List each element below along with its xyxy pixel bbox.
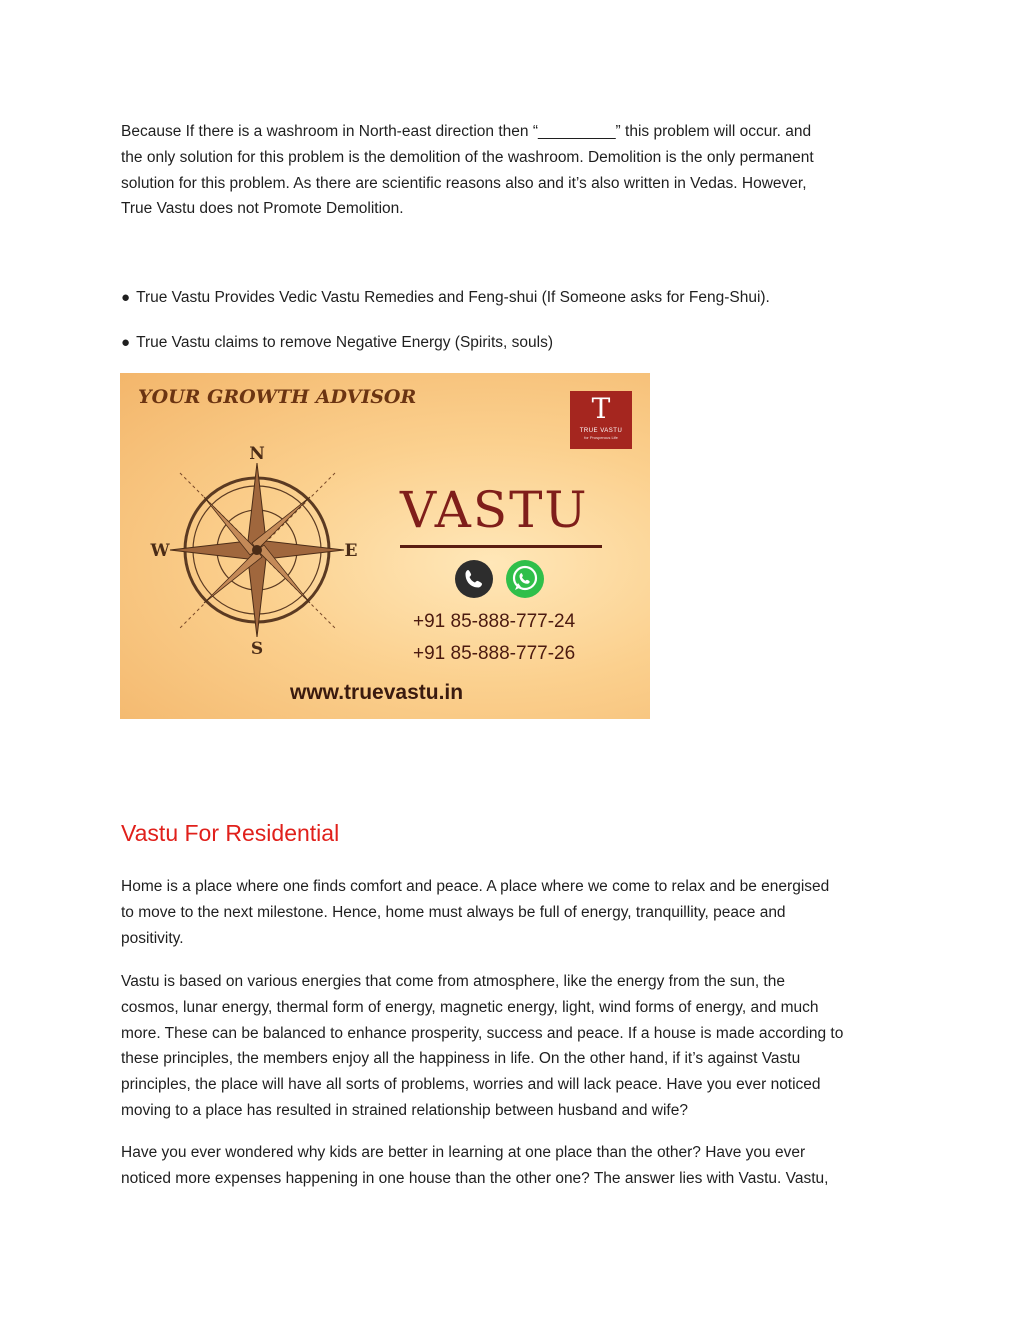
text-line: the only solution for this problem is the demolition of the washroom. Demolition is the only permanent <box>121 148 814 166</box>
banner-vastu-word: VASTU <box>400 481 589 539</box>
compass-west-label: W <box>150 541 170 561</box>
compass-north-label: N <box>249 444 265 464</box>
logo-mark: T <box>591 392 611 425</box>
text-line: cosmos, lunar energy, thermal form of energy, magnetic energy, light, wind forms of energy, and much <box>121 998 819 1016</box>
residential-paragraph-1 <box>121 874 901 951</box>
text-line: Home is a place where one finds comfort and peace. A place where we come to relax and be energised <box>121 878 830 895</box>
intro-paragraph <box>121 119 901 222</box>
compass-east-label: E <box>344 541 358 561</box>
residential-paragraph-2 <box>121 969 901 1124</box>
bullet-text: True Vastu claims to remove Negative Energy (Spirits, souls) <box>136 334 553 351</box>
logo-name: TRUE VASTU <box>579 428 623 434</box>
text-line: True Vastu does not Promote Demolition. <box>121 200 404 218</box>
text-line: principles, the place will have all sorts of problems, worries and will lack peace. Have you ever noticed <box>121 1076 821 1094</box>
text-line: solution for this problem. As there are scientific reasons also and it’s also written in Vedas. However, <box>121 174 807 192</box>
bullet-item <box>121 286 901 310</box>
text-line: Vastu is based on various energies that come from atmosphere, like the energy from the sun, the <box>121 973 785 990</box>
bullet-icon: ● <box>121 334 131 351</box>
section-heading: Vastu For Residential <box>121 820 340 846</box>
text-line: positivity. <box>121 929 184 947</box>
text-line: Because If there is a washroom in North-east direction then “_________” this problem will occur. and <box>121 123 812 140</box>
text-line: to move to the next milestone. Hence, home must always be full of energy, tranquillity, peace and <box>121 903 786 921</box>
bullet-text: True Vastu Provides Vedic Vastu Remedies and Feng-shui (If Someone asks for Feng-Shui). <box>136 289 770 306</box>
phone-icon <box>455 560 493 598</box>
text-line: moving to a place has resulted in strained relationship between husband and wife? <box>121 1101 688 1119</box>
phone-number-2: +91 85-888-777-26 <box>413 643 576 664</box>
true-vastu-logo <box>570 391 632 449</box>
website-url: www.truevastu.in <box>290 681 464 704</box>
phone-number-1: +91 85-888-777-24 <box>413 611 576 632</box>
banner-divider <box>400 545 602 548</box>
text-line: noticed more expenses happening in one house than the other one? The answer lies with Vastu. Vastu, <box>121 1169 829 1187</box>
bullet-icon: ● <box>121 289 131 306</box>
banner-tagline: YOUR GROWTH ADVISOR <box>138 386 417 408</box>
bullet-item <box>121 331 901 355</box>
text-line: Have you ever wondered why kids are better in learning at one place than the other? Have you ever <box>121 1144 806 1161</box>
compass-south-label: S <box>250 639 264 658</box>
whatsapp-icon <box>506 560 544 598</box>
text-line: more. These can be balanced to enhance prosperity, success and peace. If a house is made according to <box>121 1024 844 1042</box>
vastu-banner-image <box>120 373 650 719</box>
text-line: these principles, the members enjoy all the happiness in life. On the other hand, if it’s against Vastu <box>121 1050 801 1068</box>
residential-paragraph-3 <box>121 1140 901 1192</box>
compass-rose-icon <box>150 443 365 658</box>
logo-tagline: for Prosperous Life <box>584 435 618 440</box>
